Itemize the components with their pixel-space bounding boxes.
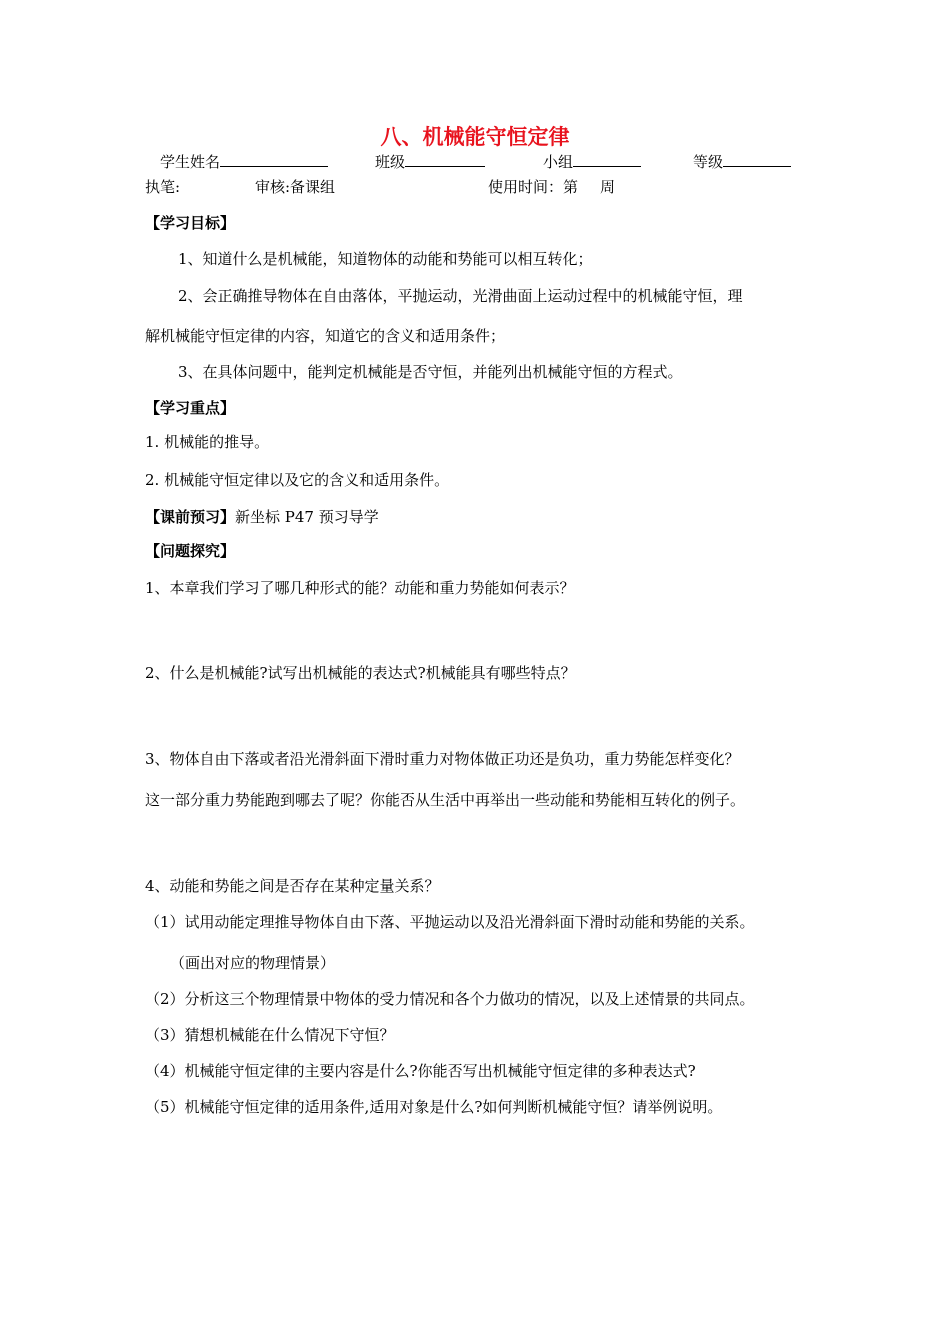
group-blank[interactable] — [573, 152, 641, 167]
class-label: 班级 — [375, 153, 406, 171]
group-field — [543, 152, 641, 172]
objective-item: 2、会正确推导物体在自由落体，平抛运动，光滑曲面上运动过程中的机械能守恒，理 — [178, 287, 743, 305]
question-3-line2: 这一部分重力势能跑到哪去了呢？你能否从生活中再举出一些动能和势能相互转化的例子。 — [145, 791, 746, 809]
grade-blank[interactable] — [723, 152, 791, 167]
grade-field — [693, 152, 791, 172]
key-points-heading: 【学习重点】 — [145, 399, 236, 417]
objective-item: 1、知道什么是机械能，知道物体的动能和势能可以相互转化； — [178, 250, 593, 268]
key-point-item: 1. 机械能的推导。 — [145, 433, 270, 451]
question-2: 2、什么是机械能?试写出机械能的表达式?机械能具有哪些特点？ — [145, 664, 576, 682]
preview-text: 新坐标 P47 预习导学 — [235, 508, 379, 526]
objectives-heading: 【学习目标】 — [145, 214, 236, 232]
review-label: 审核:备课组 — [255, 178, 336, 196]
usage-time-label: 使用时间：第 — [488, 178, 579, 196]
inquiry-heading: 【问题探究】 — [145, 542, 236, 560]
question-4-1-note: （画出对应的物理情景） — [170, 954, 336, 972]
student-name-field — [160, 152, 328, 172]
question-4-5: （5）机械能守恒定律的适用条件,适用对象是什么?如何判断机械能守恒？请举例说明。 — [145, 1098, 723, 1116]
grade-label: 等级 — [693, 153, 724, 171]
question-4-3: （3）猜想机械能在什么情况下守恒？ — [145, 1026, 395, 1044]
objective-item: 解机械能守恒定律的内容，知道它的含义和适用条件； — [145, 327, 506, 345]
question-1: 1、本章我们学习了哪几种形式的能？动能和重力势能如何表示？ — [145, 579, 575, 597]
group-label: 小组 — [543, 153, 574, 171]
week-label: 周 — [600, 178, 616, 196]
preview-heading: 【课前预习】 — [145, 508, 236, 526]
author-label: 执笔: — [145, 178, 181, 196]
class-blank[interactable] — [405, 152, 485, 167]
key-point-item: 2. 机械能守恒定律以及它的含义和适用条件。 — [145, 471, 450, 489]
question-4-4: （4）机械能守恒定律的主要内容是什么?你能否写出机械能守恒定律的多种表达式? — [145, 1062, 696, 1080]
objective-item: 3、在具体问题中，能判定机械能是否守恒，并能列出机械能守恒的方程式。 — [178, 363, 683, 381]
student-name-blank[interactable] — [220, 152, 328, 167]
question-4: 4、动能和势能之间是否存在某种定量关系？ — [145, 877, 440, 895]
page-title: 八、机械能守恒定律 — [380, 125, 570, 149]
question-4-2: （2）分析这三个物理情景中物体的受力情况和各个力做功的情况，以及上述情景的共同点。 — [145, 990, 755, 1008]
question-4-1: （1）试用动能定理推导物体自由下落、平抛运动以及沿光滑斜面下滑时动能和势能的关系。 — [145, 913, 755, 931]
usage-time — [488, 177, 615, 197]
preview-line — [145, 507, 379, 527]
class-field — [375, 152, 485, 172]
question-3-line1: 3、物体自由下落或者沿光滑斜面下滑时重力对物体做正功还是负功，重力势能怎样变化？ — [145, 750, 740, 768]
student-name-label: 学生姓名 — [160, 153, 221, 171]
